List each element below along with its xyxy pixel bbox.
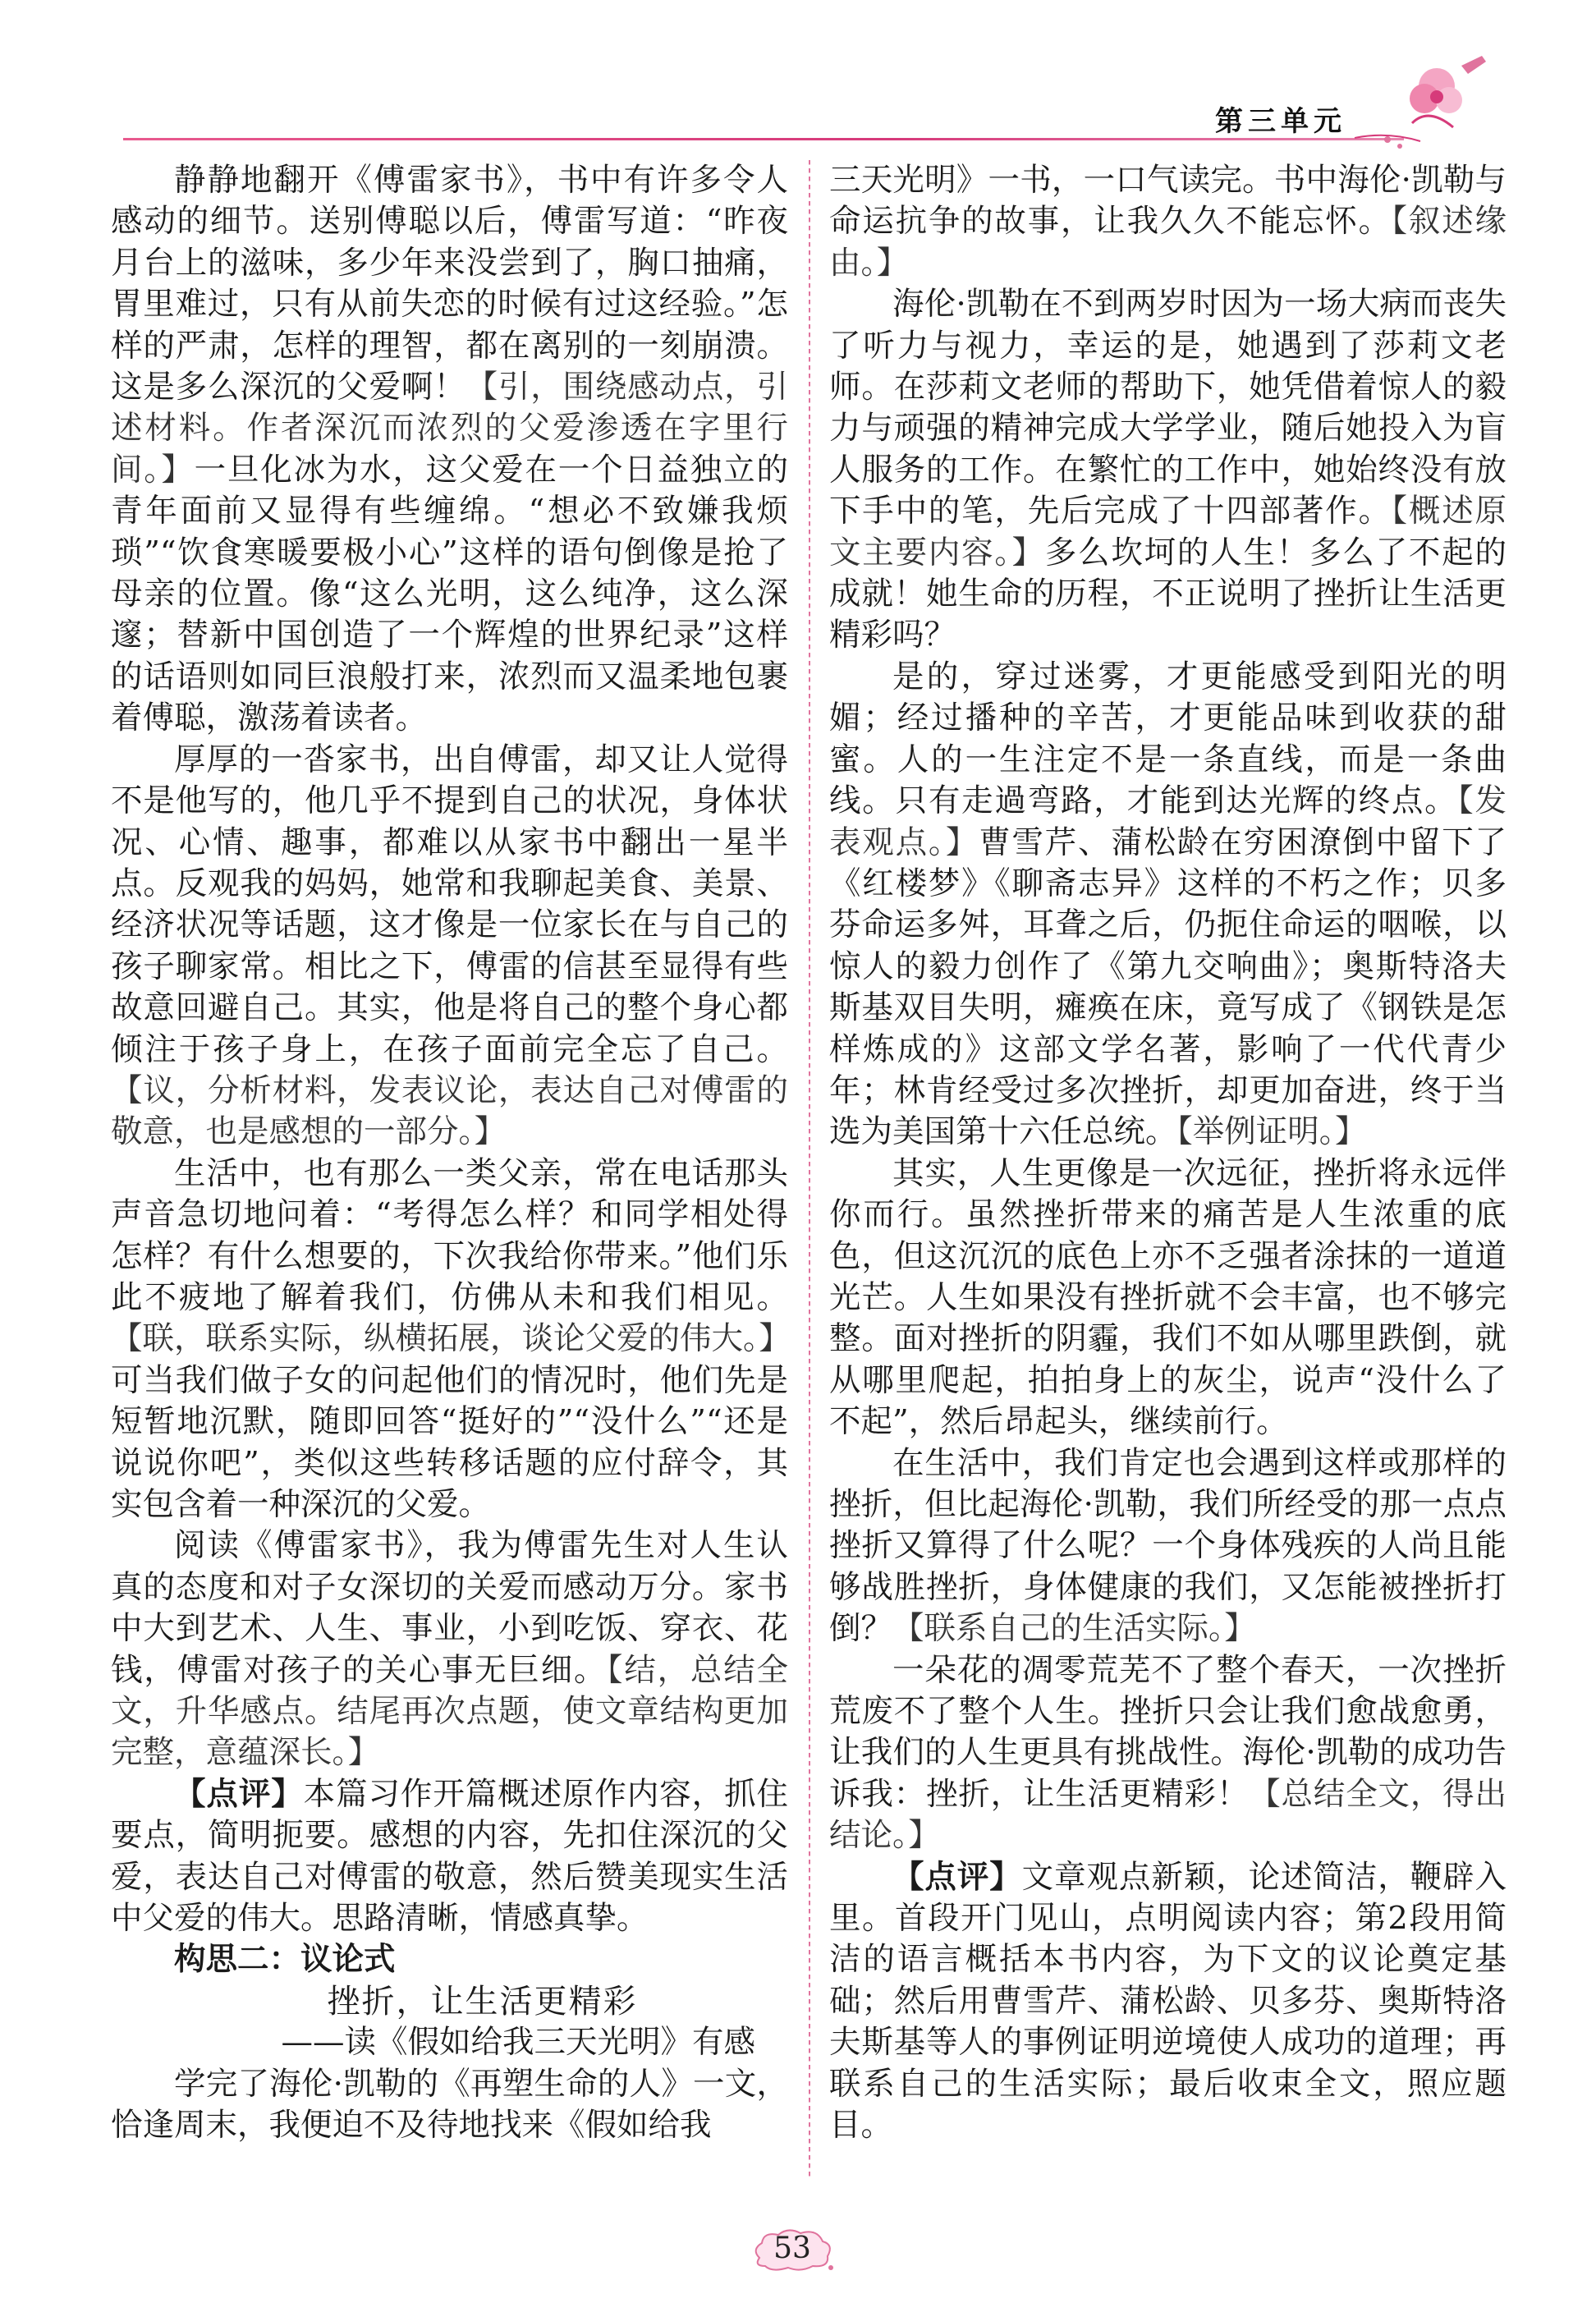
- right-paragraph-3: [829, 657, 1507, 1154]
- page-number: [747, 2225, 837, 2274]
- header-rule: [123, 138, 1404, 140]
- review-text: 文章观点新颖，论述简洁，鞭辟入里。首段开门见山，点明阅读内容；第2段用简洁的语言概括本书内容，为下文的议论奠定基础；然后用曹雪芹、蒲松龄、贝多芬、奥斯特洛夫斯基等人的事例证明逆境使人成功的道理；再联系自己的生活实际；最后收束全文，照应题目。: [829, 1858, 1507, 2145]
- flower-pencil-decoration-icon: [1338, 49, 1502, 156]
- paragraph-text: 一旦化冰为水，这父爱在一个日益独立的青年面前又显得有些缠绵。“想必不致嫌我烦琐”“饮食寒暖要极小心”这样的语句倒像是抢了母亲的位置。像“这么光明，这么纯净，这么深邃；替新中国创造了一个辉煌的世界纪录”这样的话语则如同巨浪般打来，浓烈而又温柔地包裹着傅聪，激荡着读者。: [111, 451, 788, 737]
- annotation-note: 【概述原文主要内容。】: [829, 493, 1507, 571]
- section-heading: 构思二：议论式: [174, 1941, 396, 1979]
- review-label: 【点评】: [174, 1775, 304, 1813]
- paragraph-text: 可当我们做子女的问起他们的情况时，他们先是短暂地沉默，随即回答“挺好的”“没什么”“还是说说你吧”，类似这些转移话题的应付辞令，其实包含着一种深沉的父爱。: [111, 1361, 788, 1523]
- annotation-note: 【联，联系实际，纵横拓展，谈论父爱的伟大。】: [111, 1320, 791, 1358]
- annotation-note: 【发表观点。】: [829, 782, 1507, 861]
- annotation-note: 【总结全文，得出结论。】: [829, 1775, 1507, 1855]
- left-paragraph-4: [111, 1525, 788, 1773]
- paragraph-text: 生活中，也有那么一类父亲，常在电话那头声音急切地问着：“考得怎么样？和同学相处得怎样？有什么想要的，下次我给你带来。”他们乐此不疲地了解着我们，仿佛从未和我们相见。: [111, 1154, 788, 1316]
- left-paragraph-2: [111, 740, 788, 1154]
- paragraph-text: 阅读《傅雷家书》，我为傅雷先生对人生认真的态度和对子女深切的关爱而感动万分。家书中大到艺术、人生、事业，小到吃饭、穿衣、花钱，傅雷对孩子的关心事无巨细。: [111, 1527, 788, 1689]
- left-paragraph-5: 学完了海伦·凯勒的《再塑生命的人》一文，恰逢周末，我便迫不及待地找来《假如给我: [111, 2065, 788, 2145]
- annotation-note: 【议，分析材料，发表议论，表达自己对傅雷的敬意，也是感想的一部分。】: [111, 1071, 788, 1151]
- paragraph-text: 一朵花的凋零荒芜不了整个春天，一次挫折荒废不了整个人生。挫折只会让我们愈战愈勇，让我们的人生更具有挑战性。海伦·凯勒的成功告诉我：挫折，让生活更精彩！: [829, 1651, 1507, 1813]
- paragraph-text: 是的，穿过迷雾，才更能感受到阳光的明媚；经过播种的辛苦，才更能品味到收获的甜蜜。人的一生注定不是一条直线，而是一条曲线。只有走過弯路，才能到达光辉的终点。: [829, 658, 1507, 820]
- paragraph-text: 曹雪芹、蒲松龄在穷困潦倒中留下了《红楼梦》《聊斋志异》这样的不朽之作；贝多芬命运多舛，耳聋之后，仍扼住命运的咽喉，以惊人的毅力创作了《第九交响曲》；奥斯特洛夫斯基双目失明，瘫痪在床，竟写成了《钢铁是怎样炼成的》这部文学名著，影响了一代代青少年；林肯经受过多次挫折，却更加奋进，终于当选为美国第十六任总统。: [829, 823, 1507, 1151]
- left-review: [111, 1774, 788, 1940]
- paragraph-text: 在生活中，我们肯定也会遇到这样或那样的挫折，但比起海伦·凯勒，我们所经受的那一点点挫折又算得了什么呢？一个身体残疾的人尚且能够战胜挫折，身体健康的我们，又怎能被挫折打倒？: [829, 1444, 1507, 1648]
- annotation-note: 【联系自己的生活实际。】: [892, 1610, 1256, 1648]
- paragraph-text: 海伦·凯勒在不到两岁时因为一场大病而丧失了听力与视力，幸运的是，她遇到了莎莉文老师。在莎莉文老师的帮助下，她凭借着惊人的毅力与顽强的精神完成大学学业，随后她投入为盲人服务的工作。在繁忙的工作中，她始终没有放下手中的笔，先后完成了十四部著作。: [829, 286, 1507, 530]
- review-text: 本篇习作开篇概述原作内容，抓住要点，简明扼要。感想的内容，先扣住深沉的父爱，表达自己对傅雷的敬意，然后赞美现实生活中父爱的伟大。思路清晰，情感真挚。: [111, 1775, 788, 1938]
- column-divider: [809, 160, 810, 2180]
- paragraph-text: 三天光明》一书，一口气读完。书中海伦·凯勒与命运抗争的故事，让我久久不能忘怀。: [829, 162, 1507, 241]
- left-paragraph-1: [111, 160, 788, 740]
- right-review: [829, 1857, 1507, 2147]
- right-paragraph-5: [829, 1443, 1507, 1650]
- annotation-note: 【举例证明。】: [1176, 1113, 1367, 1151]
- annotation-note: 【叙述缘由。】: [829, 203, 1507, 282]
- right-paragraph-4: 其实，人生更像是一次远征，挫折将永远伴你而行。虽然挫折带来的痛苦是人生浓重的底色，但这沉沉的底色上亦不乏强者涂抹的一道道光芒。人生如果没有挫折就不会丰富，也不够完整。面对挫折的阴霾，我们不如从哪里跌倒，就从哪里爬起，拍拍身上的灰尘，说声“没什么了不起”，然后昂起头，继续前行。: [829, 1154, 1507, 1441]
- article-subtitle: ——读《假如给我三天光明》有感: [281, 2024, 755, 2062]
- left-column: [111, 160, 791, 2147]
- left-paragraph-3: [111, 1154, 791, 1526]
- article-title: 挫折，让生活更精彩: [327, 1982, 638, 2021]
- annotation-note: 【结，总结全文，升华感点。结尾再次点题，使文章结构更加完整，意蕴深长。】: [111, 1651, 788, 1772]
- unit-label: 第三单元: [1215, 105, 1346, 138]
- right-paragraph-2: [829, 284, 1507, 657]
- right-paragraph-6: [829, 1650, 1507, 1857]
- paragraph-text: 静静地翻开《傅雷家书》，书中有许多令人感动的细节。送别傅聪以后，傅雷写道：“昨夜月台上的滋味，多少年来没尝到了，胸口抽痛，胃里难过，只有从前失恋的时候有过这经验。”怎样的严肃，怎样的理智，都在离别的一刻崩溃。这是多么深沉的父爱啊！: [111, 162, 788, 406]
- paragraph-text: 厚厚的一沓家书，出自傅雷，却又让人觉得不是他写的，他几乎不提到自己的状况，身体状况、心情、趣事，都难以从家书中翻出一星半点。反观我的妈妈，她常和我聊起美食、美景、经济状况等话题，这才像是一位家长在与自己的孩子聊家常。相比之下，傅雷的信甚至显得有些故意回避自己。其实，他是将自己的整个身心都倾注于孩子身上，在孩子面前完全忘了自己。: [111, 741, 788, 1068]
- right-column: [829, 160, 1507, 2147]
- right-paragraph-1: [829, 160, 1507, 284]
- annotation-note: 【引，围绕感动点，引述材料。作者深沉而浓烈的父爱渗透在字里行间。】: [111, 369, 788, 489]
- page-number-text: 53: [773, 2232, 811, 2265]
- review-label: 【点评】: [892, 1858, 1022, 1896]
- paragraph-text: 多么坎坷的人生！多么了不起的成就！她生命的历程，不正说明了挫折让生活更精彩吗？: [829, 534, 1507, 654]
